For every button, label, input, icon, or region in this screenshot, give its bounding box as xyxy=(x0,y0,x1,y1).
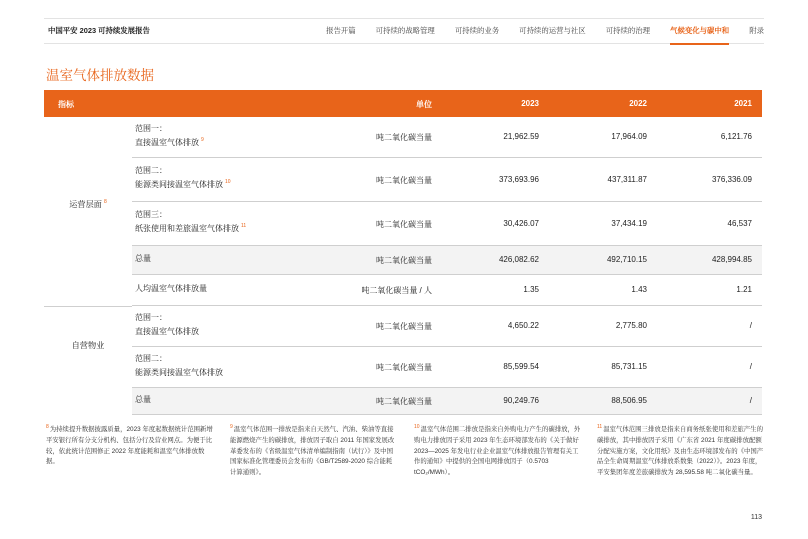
header-2021: 2021 xyxy=(734,99,752,108)
footnote-9: $^9$温室气体范围一排放是指来自天然气、汽油、柴油等直接能源燃烧产生的碳排放，排放因子取自 2011 年国家发展改革委发布的《省级温室气体清单编制指南（试行）》及中国国家标准化管理委员会发布的《GB/T2589-2020 综合能耗计算通则》。 xyxy=(230,424,395,477)
nav-item-governance[interactable]: 可持续的治理 xyxy=(605,26,651,35)
group-label-self-owned-property: 自营物业 xyxy=(71,341,105,350)
row-value-2023: 426,082.62 xyxy=(498,255,539,264)
row-value-2021: 376,336.09 xyxy=(711,175,752,184)
row-unit: 吨二氧化碳当量 / 人 xyxy=(361,286,432,295)
row-item: 范围一： 直接温室气体排放 xyxy=(135,313,199,336)
group-divider xyxy=(44,306,132,307)
row-value-2023: 30,426.07 xyxy=(503,219,539,228)
section-title: 温室气体排放数据 xyxy=(46,68,154,83)
row-item: 总量 xyxy=(135,395,151,404)
row-value-2021: 428,994.85 xyxy=(711,255,752,264)
row-unit: 吨二氧化碳当量 xyxy=(376,363,432,372)
row-unit: 吨二氧化碳当量 xyxy=(376,176,432,185)
row-item: 范围一： 直接温室气体排放 $^9$ xyxy=(135,124,204,147)
ghg-emissions-table xyxy=(44,90,762,406)
row-item: 范围二： 能源类间接温室气体排放 $^{10}$ xyxy=(135,166,231,189)
row-value-2022: 492,710.15 xyxy=(606,255,647,264)
row-value-2022: 1.43 xyxy=(631,285,647,294)
row-value-2022: 88,506.95 xyxy=(611,396,647,405)
row-value-2023: 21,962.59 xyxy=(503,132,539,141)
row-value-2022: 37,434.19 xyxy=(611,219,647,228)
row-unit: 吨二氧化碳当量 xyxy=(376,322,432,331)
row-value-2023: 4,650.22 xyxy=(507,321,539,330)
table-row xyxy=(132,275,762,306)
table-row xyxy=(132,117,762,158)
row-unit: 吨二氧化碳当量 xyxy=(376,256,432,265)
row-item: 范围二： 能源类间接温室气体排放 xyxy=(135,354,223,377)
row-item: 范围三： 纸张使用和差旅温室气体排放 $^{11}$ xyxy=(135,210,247,233)
row-value-2022: 17,964.09 xyxy=(611,132,647,141)
header-2022: 2022 xyxy=(629,99,647,108)
footnote-10: $^{10}$温室气体范围二排放是指来自外购电力产生的碳排放，外购电力排放因子采用 2023 年生态环境部发布的《关于做好 2023—2025 年发电行业企业温室气体排放报告管理有关工作的通知》中提供的全国电网排放因子（0.5703 tCO₂/MWh）。 xyxy=(414,424,581,477)
top-bar xyxy=(44,18,764,44)
table-row xyxy=(132,347,762,388)
nav-item-appendix[interactable]: 附录 xyxy=(749,26,764,35)
top-nav xyxy=(306,19,764,44)
nav-item-climate[interactable]: 气候变化与碳中和 xyxy=(670,19,729,44)
table-row xyxy=(132,202,762,246)
row-value-2021: 6,121.76 xyxy=(720,132,752,141)
header-indicator: 指标 xyxy=(58,100,74,109)
table-row-total xyxy=(132,246,762,275)
row-unit: 吨二氧化碳当量 xyxy=(376,220,432,229)
nav-item-operations-community[interactable]: 可持续的运营与社区 xyxy=(519,26,586,35)
table-row xyxy=(132,306,762,347)
row-item: 人均温室气体排放量 xyxy=(135,284,207,293)
row-value-2021: / xyxy=(749,396,752,405)
table-row xyxy=(132,158,762,202)
header-unit: 单位 xyxy=(416,100,432,109)
nav-item-business[interactable]: 可持续的业务 xyxy=(454,26,500,35)
nav-item-strategy[interactable]: 可持续的战略管理 xyxy=(375,26,435,35)
row-value-2021: 46,537 xyxy=(727,219,752,228)
report-brand: 中国平安 2023 可持续发展报告 xyxy=(48,26,150,35)
group-label-operations: 运营层面 $^8$ xyxy=(69,199,107,209)
row-value-2021: / xyxy=(749,321,752,330)
row-value-2021: / xyxy=(749,362,752,371)
row-value-2022: 2,775.80 xyxy=(615,321,647,330)
row-item: 总量 xyxy=(135,254,151,263)
row-value-2022: 437,311.87 xyxy=(607,175,647,184)
nav-item-opening[interactable]: 报告开篇 xyxy=(326,26,356,35)
table-header-row xyxy=(44,90,762,117)
footnote-11: $^{11}$温室气体范围三排放是指来自商务纸张使用和差旅产生的碳排放，其中排放因子采用《广东省 2021 年度碳排放配额分配实施方案，文化用纸》及由生态环境部发布的《中国产品全生命周期温室气体排放系数集（2022）》。2023 年度，平安集团年度差旅碳排放为 28,595.58 吨二氧化碳当量。 xyxy=(597,424,764,477)
footnote-8: $^8$为持续提升数据披露质量，2023 年度起数据统计范围新增平安银行所有分支分机构、包括分行及营业网点。为便于比较，依此统计范围修正 2022 年度能耗和温室气体排放数据。 xyxy=(46,424,213,466)
row-value-2023: 85,599.54 xyxy=(503,362,539,371)
page-number: 113 xyxy=(750,514,762,521)
row-value-2023: 373,693.96 xyxy=(498,175,539,184)
row-value-2023: 90,249.76 xyxy=(503,396,539,405)
row-unit: 吨二氧化碳当量 xyxy=(376,133,432,142)
table-row-total xyxy=(132,388,762,415)
row-value-2023: 1.35 xyxy=(523,285,539,294)
row-unit: 吨二氧化碳当量 xyxy=(376,397,432,406)
row-value-2021: 1.21 xyxy=(736,285,752,294)
row-value-2022: 85,731.15 xyxy=(611,362,647,371)
header-2023: 2023 xyxy=(521,99,539,108)
